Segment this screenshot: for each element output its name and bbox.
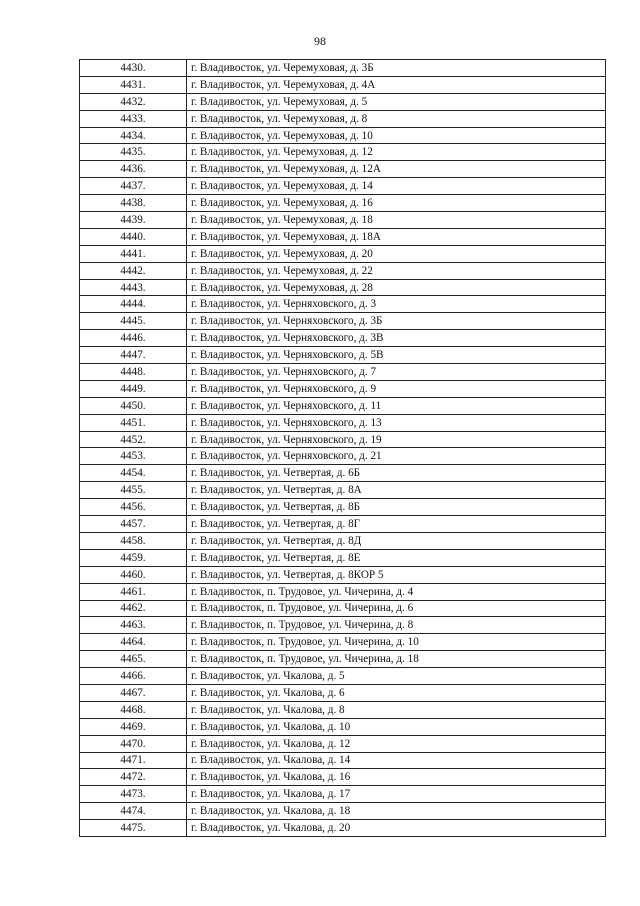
table-row	[80, 684, 606, 701]
row-number: 4450.	[80, 397, 187, 414]
row-address: г. Владивосток, ул. Чкалова, д. 8	[187, 701, 606, 718]
table-row	[80, 701, 606, 718]
row-number: 4436.	[80, 161, 187, 178]
row-address: г. Владивосток, ул. Черняховского, д. 11	[187, 397, 606, 414]
row-address: г. Владивосток, ул. Четвертая, д. 8Д	[187, 532, 606, 549]
row-address: г. Владивосток, ул. Чкалова, д. 20	[187, 820, 606, 837]
row-number: 4442.	[80, 262, 187, 279]
row-number: 4439.	[80, 212, 187, 229]
table-row	[80, 364, 606, 381]
row-number: 4438.	[80, 195, 187, 212]
row-number: 4461.	[80, 583, 187, 600]
row-number: 4432.	[80, 93, 187, 110]
table-row	[80, 465, 606, 482]
address-table	[79, 59, 606, 837]
row-address: г. Владивосток, ул. Чкалова, д. 18	[187, 803, 606, 820]
table-row	[80, 93, 606, 110]
table-row	[80, 144, 606, 161]
row-number: 4473.	[80, 786, 187, 803]
row-number: 4474.	[80, 803, 187, 820]
address-table-body	[80, 60, 606, 837]
table-row	[80, 499, 606, 516]
row-address: г. Владивосток, ул. Четвертая, д. 8Е	[187, 549, 606, 566]
table-row	[80, 803, 606, 820]
table-row	[80, 786, 606, 803]
row-number: 4449.	[80, 380, 187, 397]
table-row	[80, 516, 606, 533]
row-number: 4454.	[80, 465, 187, 482]
table-row	[80, 397, 606, 414]
table-row	[80, 262, 606, 279]
row-number: 4455.	[80, 482, 187, 499]
table-row	[80, 482, 606, 499]
row-number: 4467.	[80, 684, 187, 701]
table-row	[80, 178, 606, 195]
table-row	[80, 769, 606, 786]
page-number: 98	[314, 34, 326, 48]
row-address: г. Владивосток, ул. Чкалова, д. 17	[187, 786, 606, 803]
row-address: г. Владивосток, ул. Чкалова, д. 6	[187, 684, 606, 701]
row-number: 4471.	[80, 752, 187, 769]
table-row	[80, 195, 606, 212]
row-address: г. Владивосток, ул. Черемуховая, д. 18А	[187, 228, 606, 245]
table-row	[80, 549, 606, 566]
row-number: 4433.	[80, 110, 187, 127]
row-address: г. Владивосток, ул. Черемуховая, д. 5	[187, 93, 606, 110]
table-row	[80, 634, 606, 651]
row-number: 4465.	[80, 651, 187, 668]
row-address: г. Владивосток, ул. Черняховского, д. 3Б	[187, 313, 606, 330]
table-row	[80, 161, 606, 178]
table-row	[80, 330, 606, 347]
table-row	[80, 110, 606, 127]
table-row	[80, 313, 606, 330]
row-number: 4444.	[80, 296, 187, 313]
row-number: 4435.	[80, 144, 187, 161]
row-number: 4458.	[80, 532, 187, 549]
row-address: г. Владивосток, ул. Чкалова, д. 12	[187, 735, 606, 752]
row-address: г. Владивосток, п. Трудовое, ул. Чичерина, д. 6	[187, 600, 606, 617]
table-row	[80, 583, 606, 600]
table-row	[80, 279, 606, 296]
row-number: 4447.	[80, 347, 187, 364]
row-address: г. Владивосток, ул. Черемуховая, д. 28	[187, 279, 606, 296]
row-number: 4469.	[80, 718, 187, 735]
row-address: г. Владивосток, п. Трудовое, ул. Чичерина, д. 18	[187, 651, 606, 668]
row-number: 4459.	[80, 549, 187, 566]
row-number: 4434.	[80, 127, 187, 144]
row-address: г. Владивосток, ул. Черемуховая, д. 20	[187, 245, 606, 262]
table-row	[80, 651, 606, 668]
row-address: г. Владивосток, ул. Черемуховая, д. 3Б	[187, 60, 606, 77]
row-address: г. Владивосток, ул. Четвертая, д. 8Б	[187, 499, 606, 516]
row-number: 4464.	[80, 634, 187, 651]
row-number: 4430.	[80, 60, 187, 77]
row-address: г. Владивосток, ул. Четвертая, д. 8КОР 5	[187, 566, 606, 583]
row-address: г. Владивосток, ул. Черемуховая, д. 16	[187, 195, 606, 212]
table-row	[80, 228, 606, 245]
table-row	[80, 448, 606, 465]
row-address: г. Владивосток, ул. Черняховского, д. 3В	[187, 330, 606, 347]
row-address: г. Владивосток, ул. Черемуховая, д. 4А	[187, 76, 606, 93]
row-number: 4452.	[80, 431, 187, 448]
row-number: 4437.	[80, 178, 187, 195]
table-row	[80, 414, 606, 431]
row-address: г. Владивосток, ул. Чкалова, д. 14	[187, 752, 606, 769]
table-row	[80, 380, 606, 397]
table-row	[80, 617, 606, 634]
row-number: 4460.	[80, 566, 187, 583]
table-row	[80, 600, 606, 617]
row-address: г. Владивосток, ул. Черемуховая, д. 8	[187, 110, 606, 127]
row-number: 4470.	[80, 735, 187, 752]
row-address: г. Владивосток, ул. Черемуховая, д. 22	[187, 262, 606, 279]
row-number: 4448.	[80, 364, 187, 381]
table-row	[80, 820, 606, 837]
row-address: г. Владивосток, ул. Черняховского, д. 5В	[187, 347, 606, 364]
row-number: 4451.	[80, 414, 187, 431]
row-number: 4445.	[80, 313, 187, 330]
table-row	[80, 212, 606, 229]
row-number: 4462.	[80, 600, 187, 617]
row-address: г. Владивосток, ул. Черемуховая, д. 14	[187, 178, 606, 195]
table-row	[80, 76, 606, 93]
row-address: г. Владивосток, п. Трудовое, ул. Чичерина, д. 8	[187, 617, 606, 634]
row-address: г. Владивосток, ул. Черняховского, д. 21	[187, 448, 606, 465]
row-number: 4472.	[80, 769, 187, 786]
row-address: г. Владивосток, ул. Чкалова, д. 10	[187, 718, 606, 735]
row-number: 4446.	[80, 330, 187, 347]
row-address: г. Владивосток, п. Трудовое, ул. Чичерина, д. 10	[187, 634, 606, 651]
row-address: г. Владивосток, ул. Черняховского, д. 9	[187, 380, 606, 397]
row-address: г. Владивосток, ул. Черняховского, д. 13	[187, 414, 606, 431]
row-address: г. Владивосток, ул. Черняховского, д. 19	[187, 431, 606, 448]
row-number: 4475.	[80, 820, 187, 837]
table-row	[80, 532, 606, 549]
row-number: 4441.	[80, 245, 187, 262]
row-address: г. Владивосток, ул. Черемуховая, д. 12	[187, 144, 606, 161]
row-address: г. Владивосток, п. Трудовое, ул. Чичерина, д. 4	[187, 583, 606, 600]
table-row	[80, 347, 606, 364]
row-number: 4440.	[80, 228, 187, 245]
row-address: г. Владивосток, ул. Черемуховая, д. 10	[187, 127, 606, 144]
row-number: 4453.	[80, 448, 187, 465]
row-address: г. Владивосток, ул. Чкалова, д. 5	[187, 668, 606, 685]
table-row	[80, 752, 606, 769]
table-row	[80, 735, 606, 752]
row-number: 4431.	[80, 76, 187, 93]
table-row	[80, 718, 606, 735]
row-number: 4457.	[80, 516, 187, 533]
table-row	[80, 566, 606, 583]
row-address: г. Владивосток, ул. Черняховского, д. 3	[187, 296, 606, 313]
table-row	[80, 60, 606, 77]
row-address: г. Владивосток, ул. Чкалова, д. 16	[187, 769, 606, 786]
row-address: г. Владивосток, ул. Черемуховая, д. 18	[187, 212, 606, 229]
row-address: г. Владивосток, ул. Черняховского, д. 7	[187, 364, 606, 381]
row-number: 4456.	[80, 499, 187, 516]
row-address: г. Владивосток, ул. Черемуховая, д. 12А	[187, 161, 606, 178]
table-row	[80, 245, 606, 262]
row-number: 4466.	[80, 668, 187, 685]
row-number: 4463.	[80, 617, 187, 634]
row-address: г. Владивосток, ул. Четвертая, д. 8А	[187, 482, 606, 499]
row-address: г. Владивосток, ул. Четвертая, д. 8Г	[187, 516, 606, 533]
row-number: 4468.	[80, 701, 187, 718]
table-row	[80, 127, 606, 144]
table-row	[80, 431, 606, 448]
table-row	[80, 668, 606, 685]
row-number: 4443.	[80, 279, 187, 296]
table-row	[80, 296, 606, 313]
row-address: г. Владивосток, ул. Четвертая, д. 6Б	[187, 465, 606, 482]
